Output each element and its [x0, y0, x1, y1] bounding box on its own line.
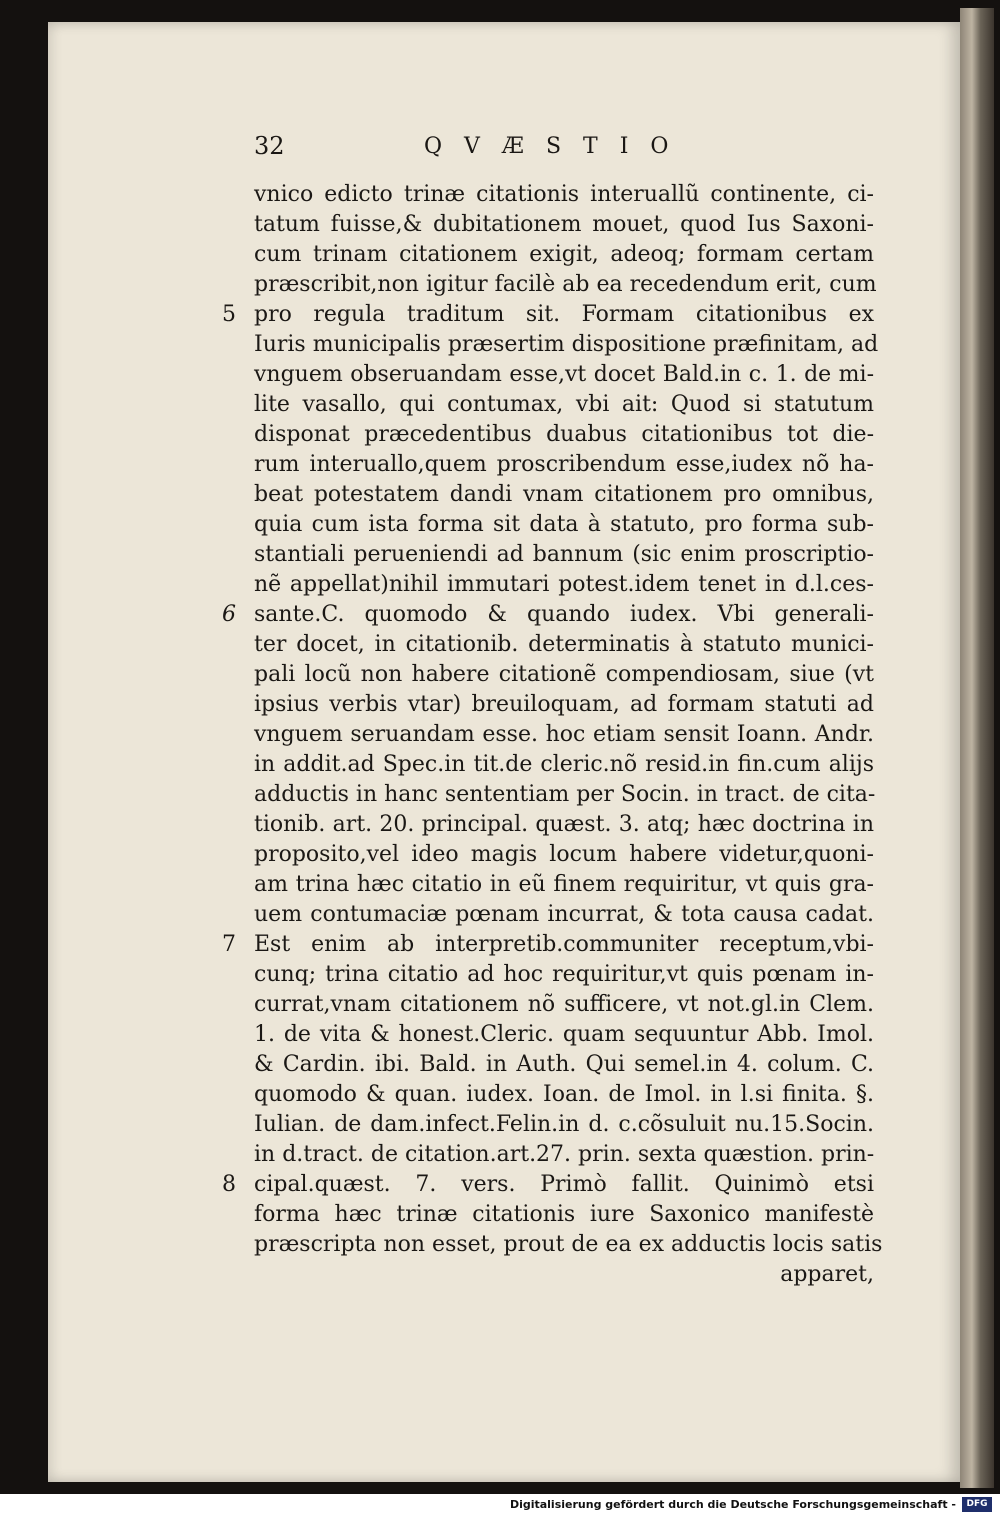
text-line [254, 810, 874, 840]
line-text: sante.C. quomodo & quando iudex. Vbi generali- [254, 602, 874, 627]
line-text: proposito,vel ideo magis locum habere videtur,quoni- [254, 842, 874, 867]
text-line [254, 390, 874, 420]
text-line [254, 750, 874, 780]
book-page-edge [960, 8, 994, 1488]
text-line [254, 1050, 874, 1080]
line-text: quomodo & quan. iudex. Ioan. de Imol. in l.si finita. §. [254, 1082, 874, 1107]
line-text: vnguem seruandam esse. hoc etiam sensit Ioann. Andr. [254, 722, 874, 747]
text-line [254, 480, 874, 510]
text-line [254, 630, 874, 660]
line-text: ipsius verbis vtar) breuiloquam, ad formam statuti ad [254, 692, 874, 717]
line-text: rum interuallo,quem proscribendum esse,iudex nõ ha- [254, 452, 874, 477]
digitization-footer [0, 1494, 1000, 1516]
text-line [254, 720, 874, 750]
text-line [254, 420, 874, 450]
line-text: forma hæc trinæ citationis iure Saxonico manifestè [254, 1202, 874, 1227]
text-line [254, 900, 874, 930]
margin-number: 5 [222, 302, 236, 327]
text-line [254, 240, 874, 270]
line-text: quia cum ista forma sit data à statuto, pro forma sub- [254, 512, 874, 537]
text-line [222, 300, 874, 330]
page-number: 32 [254, 132, 285, 160]
text-line [254, 1230, 883, 1260]
margin-number: 6 [222, 602, 236, 627]
line-text: pali locũ non habere citationẽ compendiosam, siue (vt [254, 662, 874, 687]
text-line [254, 960, 874, 990]
text-line [254, 270, 877, 300]
line-text: præscribit,non igitur facilè ab ea recedendum erit, cum [254, 272, 877, 297]
text-line [254, 690, 874, 720]
text-line [222, 1170, 874, 1200]
text-line [254, 570, 874, 600]
line-text: Iulian. de dam.infect.Felin.in d. c.cõsuluit nu.15.Socin. [254, 1112, 874, 1137]
line-text: currat,vnam citationem nõ sufficere, vt not.gl.in Clem. [254, 992, 874, 1017]
line-text: Est enim ab interpretib.communiter receptum,vbi- [254, 932, 874, 957]
line-text: uem contumaciæ pœnam incurrat, & tota causa cadat. [254, 902, 874, 927]
line-text: nẽ appellat)nihil immutari potest.idem tenet in d.l.ces- [254, 572, 874, 597]
line-text: ter docet, in citationib. determinatis à statuto munici- [254, 632, 874, 657]
text-line [254, 660, 874, 690]
line-text: stantiali perueniendi ad bannum (sic enim proscriptio- [254, 542, 874, 567]
line-text: 1. de vita & honest.Cleric. quam sequuntur Abb. Imol. [254, 1022, 874, 1047]
line-text: apparet, [780, 1262, 874, 1287]
line-text: adductis in hanc sententiam per Socin. in tract. de cita- [254, 782, 876, 807]
text-line [222, 930, 874, 960]
line-text: tatum fuisse,& dubitationem mouet, quod Ius Saxoni- [254, 212, 874, 237]
margin-number: 8 [222, 1172, 236, 1197]
footer-credit: Digitalisierung gefördert durch die Deutsche Forschungsgemeinschaft - [509, 1498, 956, 1511]
line-text: vnico edicto trinæ citationis interuallũ continente, ci- [254, 182, 874, 207]
text-line [254, 1260, 874, 1290]
text-line [254, 1140, 874, 1170]
text-line [254, 990, 874, 1020]
line-text: cipal.quæst. 7. vers. Primò fallit. Quinimò etsi [254, 1172, 874, 1197]
text-line [254, 1200, 874, 1230]
margin-number: 7 [222, 932, 236, 957]
line-text: pro regula traditum sit. Formam citationibus ex [254, 302, 874, 327]
line-text: disponat præcedentibus duabus citationibus tot die- [254, 422, 874, 447]
line-text: am trina hæc citatio in eũ finem requiritur, vt quis gra- [254, 872, 874, 897]
text-line [254, 780, 874, 810]
line-text: cunq; trina citatio ad hoc requiritur,vt quis pœnam in- [254, 962, 874, 987]
line-text: beat potestatem dandi vnam citationem pro omnibus, [254, 482, 874, 507]
line-text: Iuris municipalis præsertim dispositione præfinitam, ad [254, 332, 879, 357]
text-line [254, 1110, 874, 1140]
text-line [254, 180, 874, 210]
dfg-logo: DFG [962, 1497, 992, 1512]
line-text: præscripta non esset, prout de ea ex adductis locis satis [254, 1232, 883, 1257]
text-line [254, 360, 874, 390]
line-text: in addit.ad Spec.in tit.de cleric.nõ resid.in fin.cum alijs [254, 752, 874, 777]
line-text: vnguem obseruandam esse,vt docet Bald.in c. 1. de mi- [254, 362, 874, 387]
line-text: & Cardin. ibi. Bald. in Auth. Qui semel.in 4. colum. C. [254, 1052, 874, 1077]
line-text: in d.tract. de citation.art.27. prin. sexta quæstion. prin- [254, 1142, 875, 1167]
text-line [254, 870, 874, 900]
text-line [254, 1080, 874, 1110]
page-header [254, 132, 874, 166]
text-line [254, 210, 874, 240]
text-line [222, 600, 874, 630]
line-text: cum trinam citationem exigit, adeoq; formam certam [254, 242, 874, 267]
text-line [254, 1020, 874, 1050]
text-line [254, 540, 874, 570]
running-head: QVÆSTIO [424, 134, 691, 159]
text-line [254, 330, 879, 360]
body-text [222, 180, 883, 1290]
line-text: tionib. art. 20. principal. quæst. 3. atq; hæc doctrina in [254, 812, 874, 837]
text-line [254, 450, 874, 480]
text-line [254, 510, 874, 540]
text-line [254, 840, 874, 870]
line-text: lite vasallo, qui contumax, vbi ait: Quod si statutum [254, 392, 874, 417]
